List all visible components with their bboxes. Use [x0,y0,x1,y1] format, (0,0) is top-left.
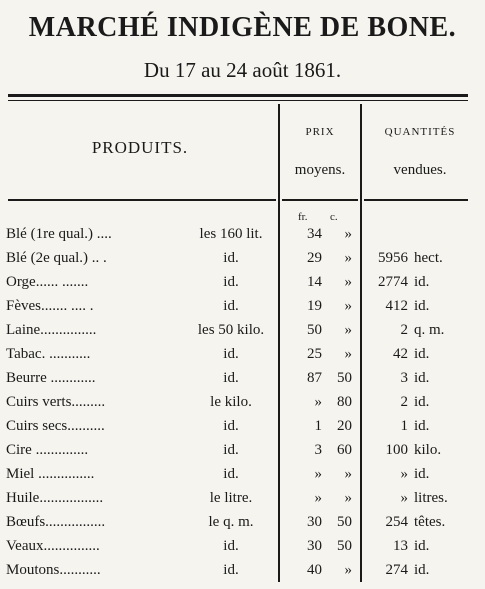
product-cell: Huile................. [6,490,104,506]
price-centimes-cell: » [344,226,352,242]
price-francs-cell: 40 [307,562,322,578]
product-cell: Fèves....... .... . [6,298,94,314]
quantity-unit-cell: id. [414,394,430,410]
quantity-cell: 5956 [378,250,408,266]
unit-cell: le q. m. [208,514,254,530]
quantity-unit-cell: id. [414,298,430,314]
table-row [0,562,485,586]
unit-cell: id. [223,562,239,578]
quantity-cell: 42 [393,346,408,362]
quantity-unit-cell: litres. [414,490,448,506]
unit-cell: id. [223,250,239,266]
quantity-cell: 3 [400,370,408,386]
price-francs-cell: 34 [307,226,322,242]
product-cell: Beurre ............ [6,370,96,386]
unit-cell: id. [223,442,239,458]
price-centimes-cell: 60 [337,442,352,458]
page-title: MARCHÉ INDIGÈNE DE BONE. [28,12,457,43]
quantity-unit-cell: têtes. [414,514,446,530]
product-cell: Cuirs verts......... [6,394,106,410]
product-cell: Miel ............... [6,466,95,482]
quantity-unit-cell: id. [414,418,430,434]
quantity-cell: 2 [400,394,408,410]
header-moyens: moyens. [294,162,346,178]
quantity-cell: 2 [400,322,408,338]
price-centimes-cell: » [344,466,352,482]
price-centimes-cell: » [344,562,352,578]
quantity-cell: 254 [385,514,408,530]
unit-cell: id. [223,298,239,314]
quantity-unit-cell: id. [414,370,430,386]
product-cell: Cuirs secs.......... [6,418,105,434]
price-centimes-cell: » [344,298,352,314]
quantity-cell: 2774 [378,274,408,290]
quantity-unit-cell: id. [414,274,430,290]
table-row [0,514,485,538]
header-produits: PRODUITS. [91,138,189,157]
date-range: Du 17 au 24 août 1861. [143,58,342,82]
price-francs-cell: 30 [307,538,322,554]
table-row [0,394,485,418]
product-cell: Blé (1re qual.) .... [6,226,112,242]
table-row [0,490,485,514]
price-francs-cell: 3 [314,442,322,458]
price-centimes-cell: » [344,346,352,362]
quantity-cell: » [400,490,408,506]
table-row [0,322,485,346]
price-centimes-cell: » [344,490,352,506]
unit-cell: id. [223,346,239,362]
product-cell: Bœufs................ [6,514,106,530]
price-francs-cell: 14 [307,274,322,290]
product-cell: Cire .............. [6,442,89,458]
unit-cell: les 160 lit. [199,226,263,242]
top-rule-thin [8,100,468,101]
quantity-unit-cell: id. [414,562,430,578]
unit-label-fr: fr. [298,211,308,223]
header-rule-produits [8,199,276,201]
quantity-cell: 13 [393,538,408,554]
unit-cell: id. [223,538,239,554]
table-row [0,418,485,442]
price-francs-cell: » [314,394,322,410]
top-rule-thick [8,94,468,97]
quantity-cell: 412 [385,298,408,314]
quantity-unit-cell: id. [414,538,430,554]
quantity-cell: 100 [385,442,408,458]
price-centimes-cell: 20 [337,418,352,434]
table-row [0,298,485,322]
header-quantites: QUANTITÉS [384,126,456,138]
quantity-cell: 274 [385,562,408,578]
quantity-unit-cell: id. [414,466,430,482]
price-francs-cell: 1 [314,418,322,434]
header-vendues: vendues. [393,162,447,178]
table-row [0,226,485,250]
product-cell: Laine............... [6,322,97,338]
quantity-cell: » [400,466,408,482]
price-centimes-cell: » [344,274,352,290]
quantity-unit-cell: kilo. [414,442,442,458]
table-row [0,250,485,274]
price-centimes-cell: » [344,250,352,266]
table-row [0,370,485,394]
unit-cell: les 50 kilo. [197,322,265,338]
unit-cell: le kilo. [210,394,252,410]
price-francs-cell: 50 [307,322,322,338]
price-francs-cell: 30 [307,514,322,530]
product-cell: Tabac. ........... [6,346,91,362]
price-centimes-cell: 50 [337,370,352,386]
quantity-unit-cell: hect. [414,250,443,266]
price-francs-cell: 25 [307,346,322,362]
unit-cell: id. [223,466,239,482]
header-rule-quantites [364,199,468,201]
price-centimes-cell: » [344,322,352,338]
price-centimes-cell: 80 [337,394,352,410]
price-francs-cell: » [314,490,322,506]
price-centimes-cell: 50 [337,514,352,530]
product-cell: Veaux............... [6,538,100,554]
product-cell: Moutons........... [6,562,101,578]
product-cell: Blé (2e qual.) .. . [6,250,107,266]
price-francs-cell: » [314,466,322,482]
product-cell: Orge...... ....... [6,274,89,290]
quantity-unit-cell: q. m. [414,322,445,338]
unit-cell: id. [223,418,239,434]
header-prix: PRIX [305,126,335,138]
table-row [0,346,485,370]
price-francs-cell: 29 [307,250,322,266]
unit-cell: id. [223,274,239,290]
unit-label-c: c. [330,211,338,223]
price-centimes-cell: 50 [337,538,352,554]
unit-cell: id. [223,370,239,386]
table-row [0,538,485,562]
header-rule-prix [282,199,358,201]
quantity-unit-cell: id. [414,346,430,362]
price-francs-cell: 19 [307,298,322,314]
unit-cell: le litre. [209,490,253,506]
table-row [0,442,485,466]
price-francs-cell: 87 [307,370,322,386]
table-row [0,274,485,298]
table-row [0,466,485,490]
quantity-cell: 1 [400,418,408,434]
